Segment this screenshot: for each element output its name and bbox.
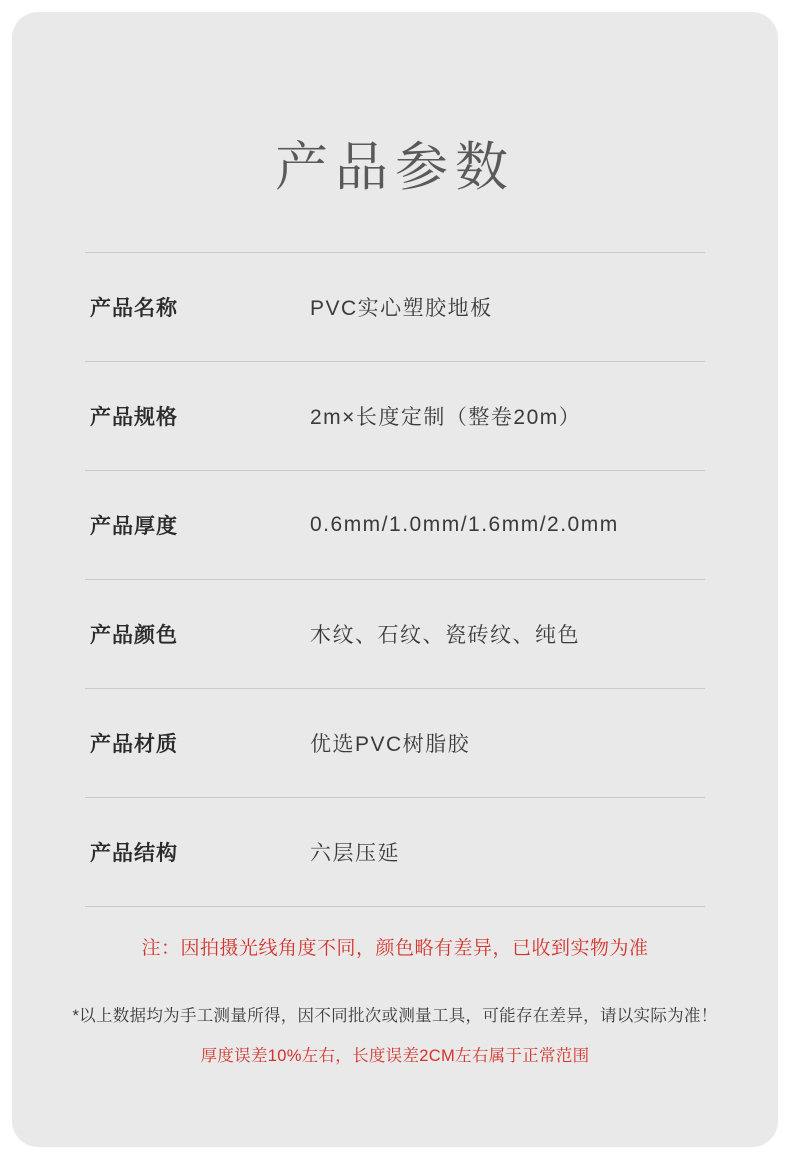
spec-label: 产品厚度 — [90, 514, 178, 538]
spec-value: 2m×长度定制（整卷20m） — [310, 405, 582, 429]
spec-value: 0.6mm/1.0mm/1.6mm/2.0mm — [310, 512, 619, 536]
table-row — [85, 252, 705, 361]
table-row — [85, 470, 705, 579]
spec-label: 产品材质 — [90, 732, 178, 756]
spec-table — [85, 199, 705, 906]
table-row — [85, 688, 705, 797]
spec-value: PVC实心塑胶地板 — [310, 296, 493, 320]
spec-value: 优选PVC树脂胶 — [310, 732, 471, 756]
spec-value: 木纹、石纹、瓷砖纹、纯色 — [310, 623, 580, 647]
table-row — [85, 579, 705, 688]
measurement-footnote: *以上数据均为手工测量所得，因不同批次或测量工具，可能存在差异，请以实际为准！ — [72, 1006, 718, 1025]
spec-label: 产品规格 — [90, 405, 178, 429]
color-disclaimer-note: 注：因拍摄光线角度不同，颜色略有差异，已收到实物为准 — [141, 937, 649, 959]
page-title: 产品参数 — [275, 137, 515, 198]
spec-label: 产品名称 — [90, 296, 178, 320]
table-row — [85, 361, 705, 470]
product-spec-card — [12, 12, 778, 1147]
spec-value: 六层压延 — [310, 841, 400, 865]
tolerance-footnote: 厚度误差10%左右，长度误差2CM左右属于正常范围 — [200, 1046, 590, 1065]
table-row — [85, 797, 705, 906]
spec-label: 产品颜色 — [90, 623, 178, 647]
spec-label: 产品结构 — [90, 841, 178, 865]
